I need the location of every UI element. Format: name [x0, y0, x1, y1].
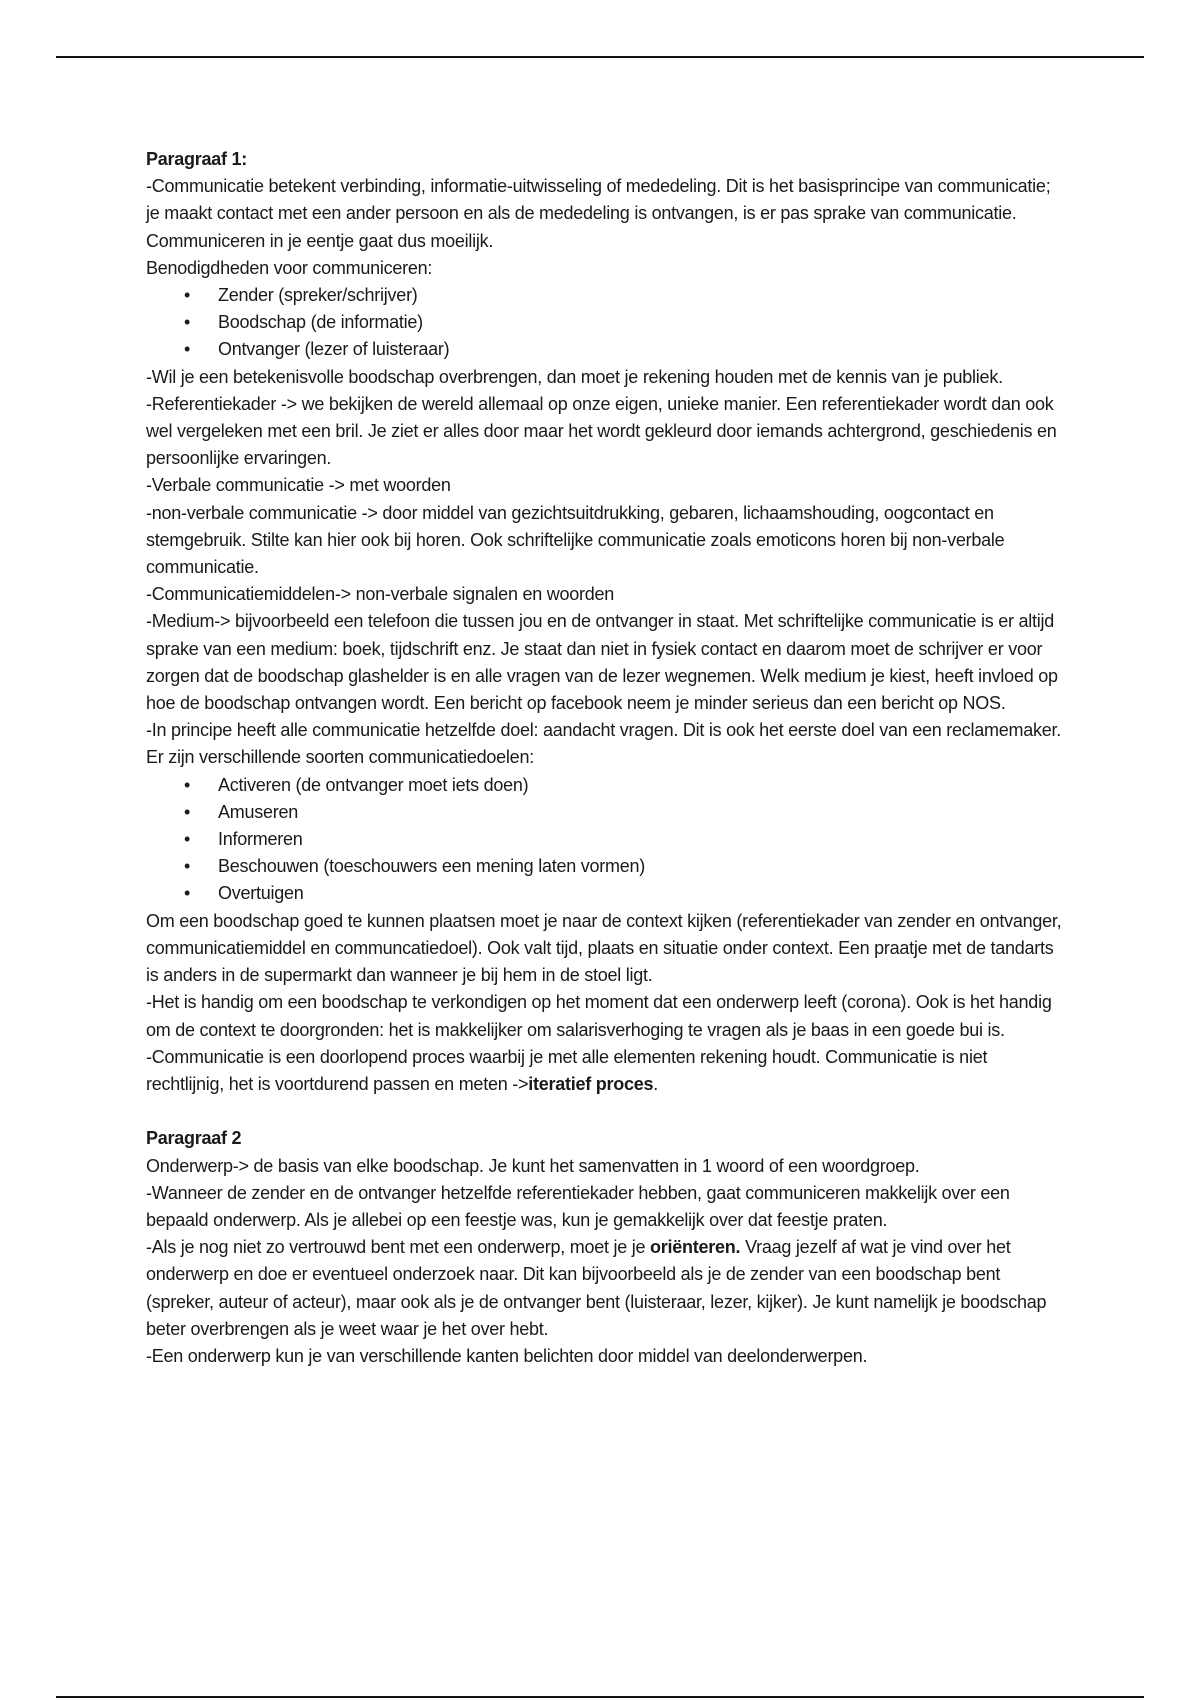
bullet-icon: •	[184, 856, 191, 877]
paragraph: Om een boodschap goed te kunnen plaatsen moet je naar de context kijken (referentiekader van zender en ontvanger, communicatiemiddel en communcatiedoel). Ook valt tijd, plaats en situatie onder context. Een praatje met de tandarts is anders in de supermarkt dan wanneer je bij hem in de stoel ligt.	[146, 910, 1062, 986]
list-item	[146, 826, 1066, 853]
paragraph: -non-verbale communicatie -> door middel van gezichtsuitdrukking, gebaren, lichaamshouding, oogcontact en stemgebruik. Stilte kan hier ook bij horen. Ook schriftelijke communicatie zoals emoticons horen bij non-verbale communicatie.	[146, 502, 1005, 578]
paragraph: -Communicatie betekent verbinding, informatie-uitwisseling of mededeling. Dit is het basisprincipe van communicatie; je maakt contact met een ander persoon en als de mededeling is ontvangen, is er pas sprake van communicatie. Communiceren in je eentje gaat dus moeilijk.	[146, 176, 1051, 251]
paragraph: -In principe heeft alle communicatie hetzelfde doel: aandacht vragen. Dit is ook het eerste doel van een reclamemaker. Er zijn verschillende soorten communicatiedoelen:	[146, 720, 1062, 768]
paragraph: -Een onderwerp kun je van verschillende kanten belichten door middel van deelonderwerpen.	[146, 1345, 868, 1366]
bullet-icon: •	[184, 339, 191, 360]
list-item-text: Informeren	[218, 829, 303, 850]
emphasis-term: iteratief proces	[528, 1073, 654, 1094]
paragraph	[146, 1044, 1066, 1098]
section-heading-1: Paragraaf 1:	[146, 149, 248, 169]
section-heading-2: Paragraaf 2	[146, 1128, 242, 1149]
bullet-icon: •	[184, 829, 191, 850]
list-item	[146, 309, 1066, 336]
paragraph: -Het is handig om een boodschap te verkondigen op het moment dat een onderwerp leeft (corona). Ook is het handig om de context te doorgronden: het is makkelijker om salarisverhoging te vragen als je baas in een goede bui is.	[146, 992, 1052, 1040]
paragraph	[146, 1234, 1066, 1343]
list-item-text: Boodschap (de informatie)	[218, 312, 423, 333]
list-item-text: Activeren (de ontvanger moet iets doen)	[218, 774, 529, 795]
list-item-text: Amuseren	[218, 801, 299, 822]
paragraph: -Verbale communicatie -> met woorden	[146, 475, 451, 496]
section-spacer	[146, 1098, 1066, 1125]
header-rule	[56, 56, 1144, 58]
list-item-text: Ontvanger (lezer of luisteraar)	[218, 339, 450, 360]
paragraph: Benodigdheden voor communiceren:	[146, 257, 433, 278]
bullet-icon: •	[184, 285, 191, 306]
bullet-list-requirements	[146, 282, 1066, 364]
paragraph: -Medium-> bijvoorbeeld een telefoon die tussen jou en de ontvanger in staat. Met schriftelijke communicatie is er altijd sprake van een medium: boek, tijdschrift enz. Je staat dan niet in fysiek contact en daarom moet de schrijver er voor zorgen dat de boodschap glashelder is en alle vragen van de lezer wegnemen. Welk medium je kiest, heeft invloed op hoe de boodschap ontvangen wordt. Een bericht op facebook neem je minder serieus dan een bericht op NOS.	[146, 611, 1058, 714]
document-body	[146, 146, 1066, 1370]
paragraph: -Wil je een betekenisvolle boodschap overbrengen, dan moet je rekening houden met de kennis van je publiek.	[146, 366, 1003, 387]
bullet-icon: •	[184, 774, 191, 795]
bullet-icon: •	[184, 801, 191, 822]
paragraph: Onderwerp-> de basis van elke boodschap. Je kunt het samenvatten in 1 woord of een woordgroep.	[146, 1155, 920, 1176]
paragraph-text: Vraag jezelf af wat je vind over het onderwerp en doe er eventueel onderzoek naar. Dit kan bijvoorbeeld als je de zender van een boodschap bent (spreker, auteur of acteur), maar ook als je de ontvanger bent (luisteraar, lezer, kijker). Je kunt namelijk je boodschap beter overbrengen als je weet waar je het over hebt.	[146, 1237, 1047, 1339]
list-item	[146, 772, 1066, 799]
emphasis-term: oriënteren.	[650, 1237, 741, 1258]
paragraph-text: -Als je nog niet zo vertrouwd bent met een onderwerp, moet je je	[146, 1237, 651, 1258]
list-item-text: Overtuigen	[218, 883, 304, 904]
bullet-list-goals	[146, 772, 1066, 908]
paragraph-text: -Communicatie is een doorlopend proces waarbij je met alle elementen rekening houdt. Communicatie is niet rechtlijnig, het is voortdurend passen en meten ->	[146, 1046, 988, 1094]
list-item-text: Zender (spreker/schrijver)	[218, 285, 418, 306]
bullet-icon: •	[184, 312, 191, 333]
paragraph: -Communicatiemiddelen-> non-verbale signalen en woorden	[146, 584, 615, 605]
footer-rule	[56, 1696, 1144, 1698]
paragraph: -Wanneer de zender en de ontvanger hetzelfde referentiekader hebben, gaat communiceren makkelijk over een bepaald onderwerp. Als je allebei op een feestje was, kun je gemakkelijk over dat feestje praten.	[146, 1182, 1010, 1230]
list-item	[146, 880, 1066, 907]
list-item-text: Beschouwen (toeschouwers een mening laten vormen)	[218, 856, 645, 877]
list-item	[146, 799, 1066, 826]
list-item	[146, 853, 1066, 880]
paragraph: -Referentiekader -> we bekijken de wereld allemaal op onze eigen, unieke manier. Een referentiekader wordt dan ook wel vergeleken met een bril. Je ziet er alles door maar het wordt gekleurd door iemands achtergrond, geschiedenis en persoonlijke ervaringen.	[146, 393, 1057, 469]
bullet-icon: •	[184, 883, 191, 904]
paragraph-text: .	[653, 1073, 659, 1094]
list-item	[146, 282, 1066, 309]
list-item	[146, 336, 1066, 363]
